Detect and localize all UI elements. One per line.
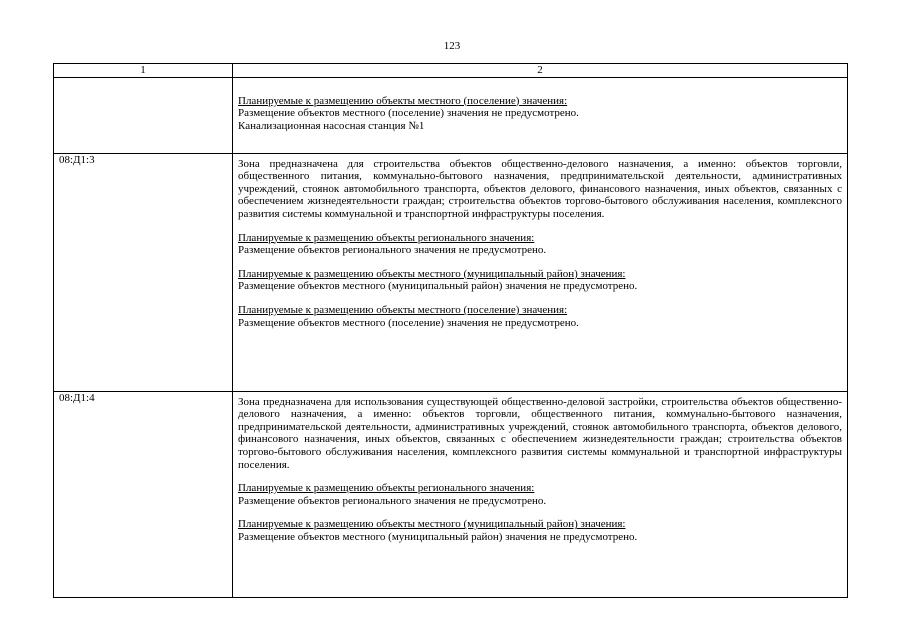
zone-description: Зона предназначена для использования существующей общественно-деловой застройки, строительства объектов общественно-делового назначения, а именно: объектов торговли, общественного питания, коммунально-бытового назначения, предпринимательской деятельности, административных учреждений, стоянок автомобильного транспорта, объектов делового, финансового назначения, иных объектов, связанных с обеспечением жизнедеятельности граждан; строительства объектов торгово-бытового обслуживания населения, комплексного развития системы коммунальной и транспортной инфраструктуры поселения.: [238, 395, 842, 471]
block-heading: Планируемые к размещению объекты местного (поселение) значения:: [238, 94, 568, 107]
block-line: Размещение объектов регионального значения не предусмотрено.: [238, 244, 547, 257]
block-line: Размещение объектов местного (муниципальный район) значения не предусмотрено.: [238, 280, 638, 293]
block-heading: Планируемые к размещению объекты регионального значения:: [238, 482, 535, 495]
table-header-row: [54, 64, 848, 78]
zone-content: [233, 77, 848, 153]
zone-code: 08:Д1:4: [54, 391, 233, 597]
zone-code: [54, 77, 233, 153]
column-header-2: 2: [233, 64, 848, 78]
block-line: Размещение объектов местного (муниципальный район) значения не предусмотрено.: [238, 530, 638, 543]
zone-description: Зона предназначена для строительства объектов общественно-делового назначения, а именно: объектов торговли, общественного питания, коммунально-бытового назначения, предпринимательской деятельности, административных учреждений, стоянок автомобильного транспорта, объектов делового, финансового назначения, иных объектов, связанных с обеспечением жизнедеятельности граждан; строительства объектов торгово-бытового обслуживания населения, комплексного развития системы коммунальной и транспортной инфраструктуры поселения.: [238, 157, 842, 220]
block-heading: Планируемые к размещению объекты местного (поселение) значения:: [238, 303, 568, 316]
zone-content: [233, 391, 848, 597]
column-header-1: 1: [54, 64, 233, 78]
block-heading: Планируемые к размещению объекты местного (муниципальный район) значения:: [238, 267, 626, 280]
block-heading: Планируемые к размещению объекты регионального значения:: [238, 231, 535, 244]
page-number: 123: [443, 40, 461, 52]
zone-content: [233, 153, 848, 391]
zone-code: 08:Д1:3: [54, 153, 233, 391]
table-row: [54, 77, 848, 153]
table-row: [54, 153, 848, 391]
zones-table: [53, 63, 848, 598]
block-heading: Планируемые к размещению объекты местного (муниципальный район) значения:: [238, 518, 626, 531]
block-line: Канализационная насосная станция №1: [238, 119, 425, 132]
table-row: [54, 391, 848, 597]
block-line: Размещение объектов местного (поселение) значения не предусмотрено.: [238, 316, 579, 329]
block-line: Размещение объектов местного (поселение) значения не предусмотрено.: [238, 107, 579, 120]
block-line: Размещение объектов регионального значения не предусмотрено.: [238, 494, 547, 507]
